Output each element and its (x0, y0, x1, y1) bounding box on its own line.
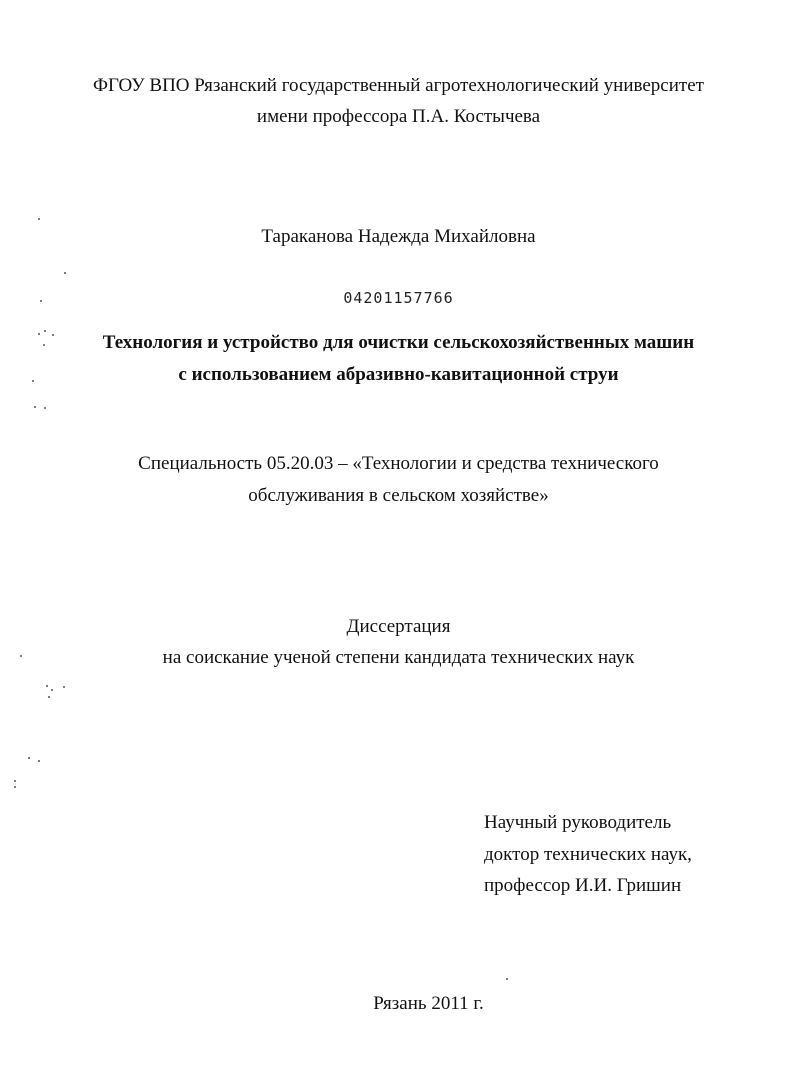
scan-speck (51, 689, 53, 691)
scan-speck (28, 757, 30, 759)
dissertation-title-line-1: Технология и устройство для очистки сельскохозяйственных машин (102, 332, 695, 353)
author-name: Тараканова Надежда Михайловна (261, 226, 536, 247)
dissertation-title-line-2: с использованием абразивно-кавитационной струи (178, 364, 619, 385)
scan-speck (38, 333, 40, 335)
scan-speck (63, 686, 65, 688)
scan-speck (44, 407, 46, 409)
catalog-number: 04201157766 (343, 289, 454, 307)
scan-speck (44, 330, 46, 332)
institution-name: ФГОУ ВПО Рязанский государственный агротехнологический университет (93, 75, 704, 96)
advisor-role: Научный руководитель (484, 812, 672, 833)
advisor-name: профессор И.И. Гришин (484, 875, 682, 896)
scan-speck (34, 406, 36, 408)
degree-purpose: на соискание ученой степени кандидата технических наук (162, 647, 635, 668)
scan-speck (20, 655, 22, 657)
document-type: Диссертация (346, 616, 451, 637)
scan-speck (40, 300, 42, 302)
scan-speck (52, 334, 54, 336)
place-and-year: Рязань 2011 г. (373, 993, 484, 1014)
institution-named-after: имени профессора П.А. Костычева (256, 106, 541, 127)
scan-speck (48, 696, 50, 698)
scan-speck (14, 780, 16, 782)
scan-speck (43, 344, 45, 346)
specialty-line-1: Специальность 05.20.03 – «Технологии и средства технического (138, 453, 659, 474)
specialty-line-2: обслуживания в сельском хозяйстве» (248, 485, 549, 506)
scan-speck (46, 685, 48, 687)
scan-speck (38, 218, 40, 220)
scan-speck (506, 978, 508, 980)
scan-speck (14, 786, 16, 788)
advisor-degree: доктор технических наук, (484, 844, 692, 865)
scan-speck (38, 760, 40, 762)
scan-speck (32, 380, 34, 382)
scan-speck (64, 272, 66, 274)
